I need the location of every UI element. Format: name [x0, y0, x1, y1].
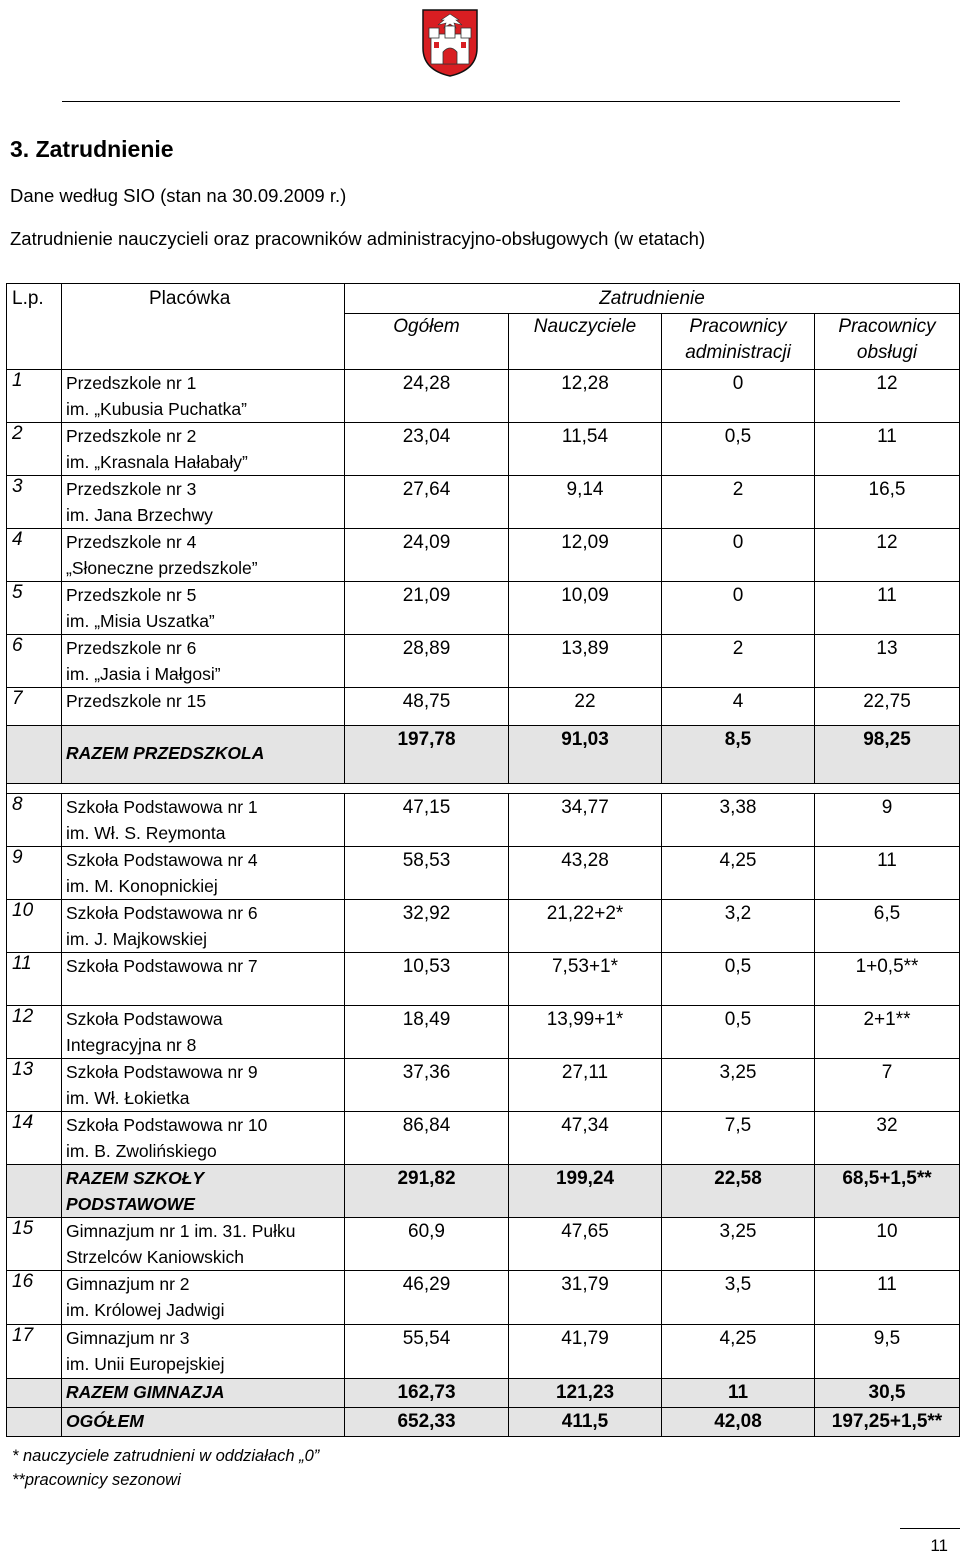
row-name-line1: Szkoła Podstawowa nr 1 [66, 797, 258, 817]
row-name-line2: im. J. Majkowskiej [66, 929, 207, 949]
summary-label: RAZEM PRZEDSZKOLA [62, 726, 345, 784]
row-ogolem: 86,84 [345, 1112, 509, 1165]
header-admin-line1: Pracownicy [689, 316, 787, 337]
row-name [62, 953, 345, 1006]
header-ogolem: Ogółem [345, 314, 509, 370]
summary-admin: 22,58 [662, 1165, 815, 1218]
table-caption-text: Zatrudnienie nauczycieli oraz pracowników administracyjno-obsługowych [10, 228, 609, 249]
row-name-line1: Gimnazjum nr 2 [66, 1274, 190, 1294]
town-crest-logo [421, 8, 479, 78]
header-placowka: Placówka [62, 284, 345, 370]
row-name-line2: Integracyjna nr 8 [66, 1035, 197, 1055]
row-ogolem: 24,09 [345, 529, 509, 582]
table-row [7, 1059, 960, 1112]
table-row [7, 635, 960, 688]
row-nauczyciele: 12,09 [509, 529, 662, 582]
row-obsl: 7 [815, 1059, 960, 1112]
row-name [62, 1325, 345, 1379]
row-ogolem: 47,15 [345, 794, 509, 847]
row-admin: 3,38 [662, 794, 815, 847]
row-name-line1: Przedszkole nr 1 [66, 373, 197, 393]
summary-obsl: 197,25+1,5** [815, 1408, 960, 1437]
row-name-line1: Przedszkole nr 3 [66, 479, 197, 499]
row-name-line1: Szkoła Podstawowa nr 4 [66, 850, 258, 870]
summary-row-gimnazja [7, 1379, 960, 1408]
table-row [7, 423, 960, 476]
row-lp: 6 [7, 635, 62, 688]
row-admin: 0,5 [662, 423, 815, 476]
row-lp: 15 [7, 1218, 62, 1271]
header-rule [62, 101, 900, 102]
table-row [7, 582, 960, 635]
row-name [62, 794, 345, 847]
row-nauczyciele: 27,11 [509, 1059, 662, 1112]
row-lp: 5 [7, 582, 62, 635]
row-name-line1: Przedszkole nr 2 [66, 426, 197, 446]
row-obsl: 1+0,5** [815, 953, 960, 1006]
data-source-line: Dane według SIO (stan na 30.09.2009 r.) [10, 185, 347, 206]
row-name-line1: Szkoła Podstawowa nr 10 [66, 1115, 268, 1135]
row-name [62, 529, 345, 582]
row-ogolem: 23,04 [345, 423, 509, 476]
header-admin [662, 314, 815, 370]
row-name-line1: Przedszkole nr 6 [66, 638, 197, 658]
row-nauczyciele: 41,79 [509, 1325, 662, 1379]
row-obsl: 12 [815, 370, 960, 423]
row-lp: 17 [7, 1325, 62, 1379]
summary-admin: 42,08 [662, 1408, 815, 1437]
row-ogolem: 28,89 [345, 635, 509, 688]
row-ogolem: 55,54 [345, 1325, 509, 1379]
row-name-line1: Szkoła Podstawowa nr 6 [66, 903, 258, 923]
section-title: 3. Zatrudnienie [10, 136, 174, 162]
row-nauczyciele: 47,34 [509, 1112, 662, 1165]
row-name [62, 370, 345, 423]
table-caption-unit: (w etatach) [613, 228, 706, 249]
row-admin: 3,5 [662, 1271, 815, 1325]
row-nauczyciele: 34,77 [509, 794, 662, 847]
row-name [62, 582, 345, 635]
row-lp: 8 [7, 794, 62, 847]
summary-nauczyciele: 121,23 [509, 1379, 662, 1408]
row-name-line2: im. B. Zwolińskiego [66, 1141, 217, 1161]
table-caption [10, 228, 705, 250]
summary-lp-cell [7, 1379, 62, 1408]
row-name-line2: im. „Krasnala Hałabały” [66, 452, 248, 472]
row-name [62, 1271, 345, 1325]
row-name [62, 476, 345, 529]
row-obsl: 9 [815, 794, 960, 847]
row-admin: 4,25 [662, 847, 815, 900]
row-admin: 0 [662, 370, 815, 423]
row-nauczyciele: 11,54 [509, 423, 662, 476]
spacer-row [7, 784, 960, 794]
row-lp: 9 [7, 847, 62, 900]
row-nauczyciele: 22 [509, 688, 662, 726]
header-zatrudnienie: Zatrudnienie [345, 284, 960, 314]
summary-label-line1: RAZEM SZKOŁY [66, 1168, 205, 1188]
summary-nauczyciele: 199,24 [509, 1165, 662, 1218]
row-name-line1: Szkoła Podstawowa nr 7 [66, 956, 258, 976]
row-name-line1: Szkoła Podstawowa nr 9 [66, 1062, 258, 1082]
row-nauczyciele: 47,65 [509, 1218, 662, 1271]
row-obsl: 13 [815, 635, 960, 688]
table-row [7, 1218, 960, 1271]
summary-nauczyciele: 91,03 [509, 726, 662, 784]
table-row [7, 529, 960, 582]
row-ogolem: 24,28 [345, 370, 509, 423]
row-obsl: 22,75 [815, 688, 960, 726]
row-admin: 3,25 [662, 1218, 815, 1271]
summary-ogolem: 162,73 [345, 1379, 509, 1408]
summary-label [62, 1165, 345, 1218]
row-lp: 1 [7, 370, 62, 423]
summary-row-szkoly [7, 1165, 960, 1218]
row-admin: 4,25 [662, 1325, 815, 1379]
row-admin: 0,5 [662, 1006, 815, 1059]
row-ogolem: 18,49 [345, 1006, 509, 1059]
header-lp: L.p. [7, 284, 62, 370]
page-number-rule [900, 1528, 960, 1529]
table-row [7, 900, 960, 953]
row-ogolem: 27,64 [345, 476, 509, 529]
row-lp: 2 [7, 423, 62, 476]
row-obsl: 2+1** [815, 1006, 960, 1059]
row-ogolem: 46,29 [345, 1271, 509, 1325]
row-name [62, 635, 345, 688]
row-name-line2: im. Królowej Jadwigi [66, 1300, 225, 1320]
summary-obsl: 30,5 [815, 1379, 960, 1408]
table-row [7, 1325, 960, 1379]
row-name-line1: Przedszkole nr 4 [66, 532, 197, 552]
row-admin: 3,2 [662, 900, 815, 953]
row-lp: 11 [7, 953, 62, 1006]
row-lp: 4 [7, 529, 62, 582]
row-nauczyciele: 31,79 [509, 1271, 662, 1325]
row-admin: 2 [662, 476, 815, 529]
row-name [62, 1218, 345, 1271]
row-name-line2: im. „Jasia i Małgosi” [66, 664, 221, 684]
row-nauczyciele: 43,28 [509, 847, 662, 900]
table-row [7, 370, 960, 423]
row-lp: 16 [7, 1271, 62, 1325]
row-nauczyciele: 9,14 [509, 476, 662, 529]
summary-lp-cell [7, 726, 62, 784]
header-obsl-line1: Pracownicy [838, 316, 936, 337]
summary-admin: 11 [662, 1379, 815, 1408]
summary-obsl: 68,5+1,5** [815, 1165, 960, 1218]
row-name-line2: im. „Misia Uszatka” [66, 611, 215, 631]
table-row [7, 1006, 960, 1059]
row-obsl: 32 [815, 1112, 960, 1165]
row-name-line2: im. Unii Europejskiej [66, 1354, 225, 1374]
row-nauczyciele: 13,89 [509, 635, 662, 688]
row-lp: 12 [7, 1006, 62, 1059]
summary-label: RAZEM GIMNAZJA [62, 1379, 345, 1408]
summary-label: OGÓŁEM [62, 1408, 345, 1437]
row-obsl: 9,5 [815, 1325, 960, 1379]
footnote-teachers: * nauczyciele zatrudnieni w oddziałach „0” [12, 1447, 320, 1465]
row-name-line1: Przedszkole nr 5 [66, 585, 197, 605]
table-row [7, 847, 960, 900]
header-obsl-line2: obsługi [856, 342, 918, 363]
row-obsl: 16,5 [815, 476, 960, 529]
spacer-cell [7, 784, 960, 794]
row-name [62, 688, 345, 726]
header-obsl [815, 314, 960, 370]
row-ogolem: 10,53 [345, 953, 509, 1006]
row-name-line2: im. M. Konopnickiej [66, 876, 218, 896]
row-name-line1: Szkoła Podstawowa [66, 1009, 223, 1029]
table-row [7, 1112, 960, 1165]
row-obsl: 11 [815, 582, 960, 635]
row-name-line1: Gimnazjum nr 3 [66, 1328, 190, 1348]
row-obsl: 10 [815, 1218, 960, 1271]
row-nauczyciele: 13,99+1* [509, 1006, 662, 1059]
summary-row-przedszkola [7, 726, 960, 784]
row-lp: 13 [7, 1059, 62, 1112]
row-nauczyciele: 12,28 [509, 370, 662, 423]
header-nauczyciele: Nauczyciele [509, 314, 662, 370]
row-lp: 14 [7, 1112, 62, 1165]
summary-lp-cell [7, 1165, 62, 1218]
row-name [62, 900, 345, 953]
summary-ogolem: 291,82 [345, 1165, 509, 1218]
row-ogolem: 37,36 [345, 1059, 509, 1112]
header-row-1 [7, 284, 960, 314]
row-ogolem: 48,75 [345, 688, 509, 726]
row-admin: 2 [662, 635, 815, 688]
row-admin: 0,5 [662, 953, 815, 1006]
employment-table [6, 283, 960, 1437]
row-ogolem: 32,92 [345, 900, 509, 953]
page-number: 11 [930, 1536, 948, 1555]
summary-nauczyciele: 411,5 [509, 1408, 662, 1437]
table-row [7, 953, 960, 1006]
row-name [62, 847, 345, 900]
row-name [62, 1112, 345, 1165]
summary-ogolem: 652,33 [345, 1408, 509, 1437]
row-lp: 7 [7, 688, 62, 726]
row-name-line2: im. Jana Brzechwy [66, 505, 213, 525]
row-name-line2: „Słoneczne przedszkole” [66, 558, 258, 578]
row-name [62, 1006, 345, 1059]
row-name-line2: im. „Kubusia Puchatka” [66, 399, 247, 419]
row-nauczyciele: 10,09 [509, 582, 662, 635]
row-admin: 7,5 [662, 1112, 815, 1165]
summary-admin: 8,5 [662, 726, 815, 784]
table-row [7, 476, 960, 529]
row-nauczyciele: 7,53+1* [509, 953, 662, 1006]
row-name [62, 423, 345, 476]
row-name-line2: im. Wł. S. Reymonta [66, 823, 226, 843]
table-row [7, 1271, 960, 1325]
summary-ogolem: 197,78 [345, 726, 509, 784]
row-ogolem: 21,09 [345, 582, 509, 635]
row-admin: 3,25 [662, 1059, 815, 1112]
row-name-line2: im. Wł. Łokietka [66, 1088, 190, 1108]
summary-row-ogolem [7, 1408, 960, 1437]
row-obsl: 12 [815, 529, 960, 582]
row-admin: 0 [662, 582, 815, 635]
row-name-line2: Strzelców Kaniowskich [66, 1247, 244, 1267]
row-admin: 4 [662, 688, 815, 726]
row-admin: 0 [662, 529, 815, 582]
summary-lp-cell [7, 1408, 62, 1437]
table-row [7, 688, 960, 726]
row-obsl: 11 [815, 847, 960, 900]
row-obsl: 6,5 [815, 900, 960, 953]
row-nauczyciele: 21,22+2* [509, 900, 662, 953]
row-name [62, 1059, 345, 1112]
row-name-line1: Gimnazjum nr 1 im. 31. Pułku [66, 1221, 296, 1241]
row-name-line1: Przedszkole nr 15 [66, 691, 207, 711]
row-obsl: 11 [815, 423, 960, 476]
row-lp: 3 [7, 476, 62, 529]
row-obsl: 11 [815, 1271, 960, 1325]
table-row [7, 794, 960, 847]
row-ogolem: 58,53 [345, 847, 509, 900]
footnote-seasonal: **pracownicy sezonowi [12, 1471, 181, 1489]
summary-obsl: 98,25 [815, 726, 960, 784]
row-ogolem: 60,9 [345, 1218, 509, 1271]
summary-label-line2: PODSTAWOWE [66, 1194, 195, 1214]
row-lp: 10 [7, 900, 62, 953]
header-admin-line2: administracji [685, 342, 791, 363]
